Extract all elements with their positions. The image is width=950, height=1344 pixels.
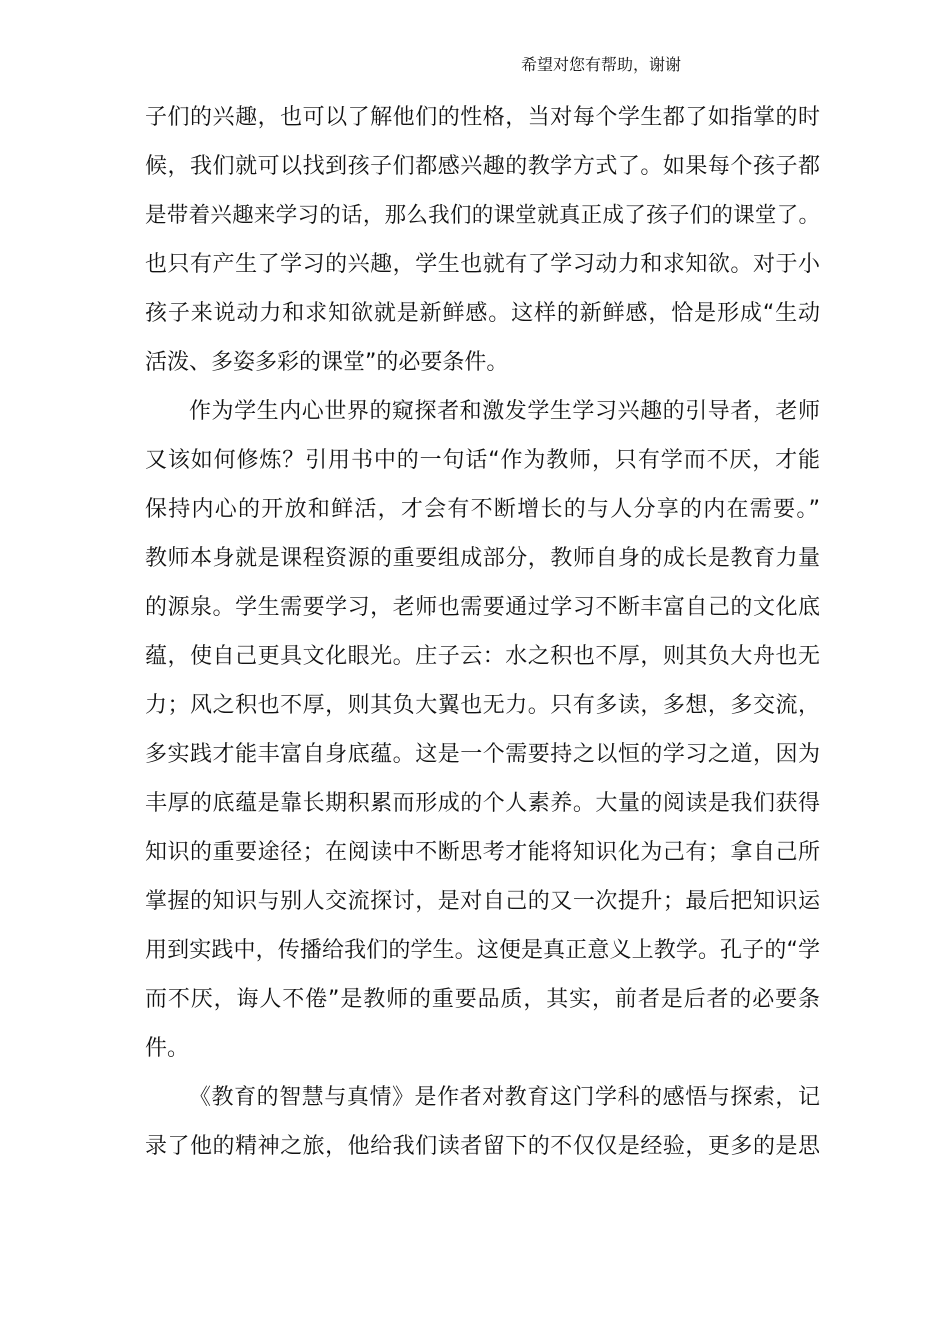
text-line: 而不厌，诲人不倦”是教师的重要品质，其实，前者是后者的必要条 — [145, 987, 820, 1012]
text-line: 是带着兴趣来学习的话，那么我们的课堂就真正成了孩子们的课堂了。 — [145, 203, 820, 228]
text-line: 子们的兴趣，也可以了解他们的性格，当对每个学生都了如指掌的时 — [145, 105, 820, 130]
document-body — [145, 93, 820, 1171]
text-line: 丰厚的底蕴是靠长期积累而形成的个人素养。大量的阅读是我们获得 — [145, 791, 820, 816]
text-line: 活泼、多姿多彩的课堂”的必要条件。 — [145, 350, 509, 375]
text-line: 掌握的知识与别人交流探讨，是对自己的又一次提升；最后把知识运 — [145, 889, 820, 914]
page-header: 希望对您有帮助，谢谢 — [521, 55, 682, 74]
text-line: 录了他的精神之旅，他给我们读者留下的不仅仅是经验，更多的是思 — [145, 1134, 820, 1159]
text-line: 的源泉。学生需要学习，老师也需要通过学习不断丰富自己的文化底 — [145, 595, 820, 620]
text-line: 教师本身就是课程资源的重要组成部分，教师自身的成长是教育力量 — [145, 546, 820, 571]
text-line: 件。 — [145, 1036, 190, 1061]
text-line: 知识的重要途径；在阅读中不断思考才能将知识化为己有；拿自己所 — [145, 840, 820, 865]
text-line: 用到实践中，传播给我们的学生。这便是真正意义上教学。孔子的“学 — [145, 938, 820, 963]
text-line: 候，我们就可以找到孩子们都感兴趣的教学方式了。如果每个孩子都 — [145, 154, 820, 179]
text-line: 又该如何修炼？引用书中的一句话“作为教师，只有学而不厌，才能 — [145, 448, 820, 473]
text-line: 孩子来说动力和求知欲就是新鲜感。这样的新鲜感，恰是形成“生动 — [145, 301, 820, 326]
text-line: 也只有产生了学习的兴趣，学生也就有了学习动力和求知欲。对于小 — [145, 252, 820, 277]
text-line: 保持内心的开放和鲜活，才会有不断增长的与人分享的内在需要。” — [145, 497, 820, 522]
paragraph-start-line: 作为学生内心世界的窥探者和激发学生学习兴趣的引导者，老师 — [189, 399, 820, 424]
text-line: 力；风之积也不厚，则其负大翼也无力。只有多读，多想，多交流， — [145, 693, 820, 718]
paragraph-start-line: 《教育的智慧与真情》是作者对教育这门学科的感悟与探索，记 — [189, 1085, 820, 1110]
text-line: 蕴，使自己更具文化眼光。庄子云：水之积也不厚，则其负大舟也无 — [145, 644, 820, 669]
text-line: 多实践才能丰富自身底蕴。这是一个需要持之以恒的学习之道，因为 — [145, 742, 820, 767]
